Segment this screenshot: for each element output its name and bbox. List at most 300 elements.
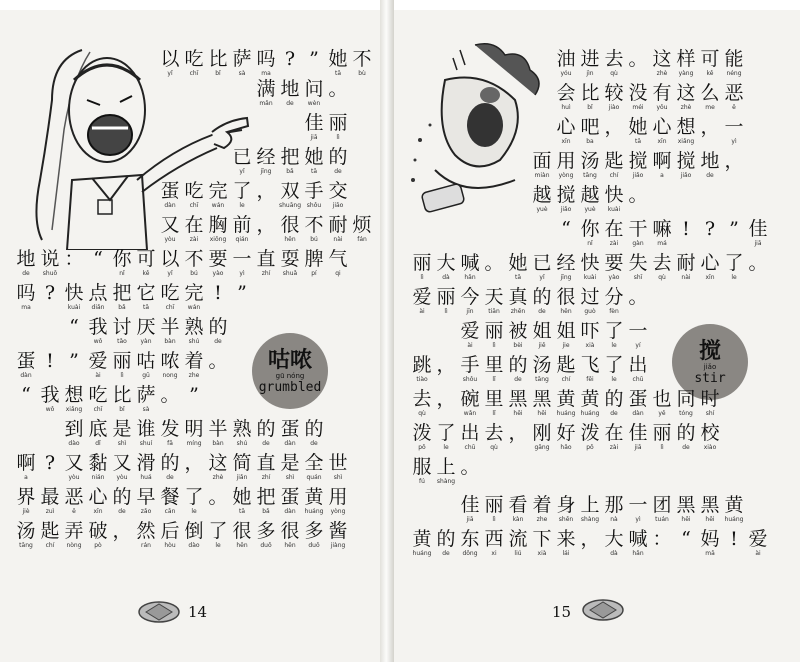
hanzi: 她: [328, 48, 348, 70]
pinyin: xiǎng: [65, 406, 83, 413]
pinyin: le: [443, 444, 449, 451]
hanzi: 想: [64, 384, 84, 406]
hanzi: 丽: [484, 494, 504, 516]
char-cell: [326, 248, 350, 278]
pinyin: dàn: [164, 202, 176, 209]
char-cell: [230, 214, 254, 244]
char-cell: [554, 252, 578, 282]
hanzi: 。: [208, 486, 228, 508]
hanzi: 喊: [460, 252, 480, 274]
char-cell: [626, 48, 650, 78]
hanzi: ，: [184, 452, 204, 474]
char-cell: [698, 150, 722, 180]
pinyin: shī: [633, 274, 643, 281]
char-cell: [326, 78, 350, 108]
hanzi: 满: [256, 78, 276, 100]
char-cell: [182, 248, 206, 278]
pinyin: hǎn: [464, 274, 476, 281]
pinyin: tā: [142, 304, 150, 311]
text-line: [530, 184, 650, 214]
pinyin: yàng: [678, 70, 694, 77]
char-cell: [14, 282, 38, 312]
char-cell: [302, 452, 326, 482]
pinyin: dà: [442, 274, 450, 281]
pinyin: de: [166, 474, 174, 481]
text-line: [410, 388, 722, 418]
pinyin: nài: [681, 274, 691, 281]
hanzi: 发: [160, 418, 180, 440]
char-cell: [650, 388, 674, 418]
hanzi: 进: [580, 48, 600, 70]
char-cell: [110, 452, 134, 482]
hanzi: 底: [88, 418, 108, 440]
pinyin: kuài: [583, 274, 597, 281]
pinyin: kuài: [67, 304, 81, 311]
hanzi: 餐: [160, 486, 180, 508]
pinyin: yòu: [68, 474, 80, 481]
hanzi: 在: [184, 214, 204, 236]
pinyin: bǎ: [118, 304, 126, 311]
hanzi: 心: [652, 116, 672, 138]
hanzi: 又: [64, 452, 84, 474]
page-number-right: 15: [552, 603, 572, 621]
char-cell: [110, 350, 134, 380]
hanzi: 佳: [748, 218, 768, 240]
char-cell: [110, 248, 134, 278]
hanzi: 越: [580, 184, 600, 206]
pinyin: guò: [584, 308, 596, 315]
pinyin: yuè: [584, 206, 596, 213]
hanzi: 。: [208, 350, 228, 372]
hanzi: ，: [604, 116, 624, 138]
hanzi: 这: [676, 82, 696, 104]
pinyin: xiào: [703, 444, 717, 451]
hanzi: 今: [460, 286, 480, 308]
char-cell: [506, 286, 530, 316]
pinyin: yǐ: [239, 168, 245, 175]
pinyin: lì: [444, 308, 448, 315]
pinyin: jiè: [22, 508, 30, 515]
char-cell: [602, 82, 626, 112]
hanzi: ”: [189, 384, 199, 406]
hanzi: 要: [604, 252, 624, 274]
char-cell: [206, 316, 230, 346]
hanzi: 黑: [700, 494, 720, 516]
hanzi: 姐: [556, 320, 576, 342]
char-cell: [458, 528, 482, 558]
char-cell: [554, 82, 578, 112]
hanzi: 样: [676, 48, 696, 70]
char-cell: [650, 82, 674, 112]
text-line: [14, 486, 350, 516]
char-cell: [554, 320, 578, 350]
pinyin: zhe: [188, 372, 200, 379]
char-cell: [230, 180, 254, 210]
pinyin: me: [705, 104, 715, 111]
hanzi: 丽: [484, 320, 504, 342]
char-cell: [158, 214, 182, 244]
hanzi: ?: [284, 48, 296, 70]
pinyin: jiǎo: [560, 206, 572, 213]
pinyin: chí: [609, 172, 619, 179]
hanzi: 心: [700, 252, 720, 274]
pinyin: pí: [311, 270, 317, 277]
char-cell: [206, 452, 230, 482]
char-cell: [650, 494, 674, 524]
char-cell: [626, 82, 650, 112]
hanzi: 讨: [112, 316, 132, 338]
hanzi: 咕: [136, 350, 156, 372]
pinyin: tā: [310, 168, 318, 175]
hanzi: 耍: [280, 248, 300, 270]
char-cell: [698, 82, 722, 112]
vocab-pinyin: jiǎo: [703, 362, 717, 371]
hanzi: 去: [604, 48, 624, 70]
hanzi: 说: [40, 248, 60, 270]
hanzi: 天: [484, 286, 504, 308]
hanzi: 。: [484, 252, 504, 274]
hanzi: 气: [328, 248, 348, 270]
hanzi: 后: [160, 520, 180, 542]
pinyin: lǐ: [492, 376, 496, 383]
hanzi: 泼: [412, 422, 432, 444]
hanzi: ，: [436, 354, 456, 376]
char-cell: [650, 116, 674, 146]
char-cell: [554, 354, 578, 384]
pinyin: méi: [632, 104, 644, 111]
char-cell: [134, 520, 158, 550]
hanzi: 有: [652, 82, 672, 104]
pinyin: jìn: [586, 70, 594, 77]
hanzi: 弄: [64, 520, 84, 542]
char-cell: [410, 252, 434, 282]
pinyin: tā: [634, 138, 642, 145]
pinyin: tiān: [488, 308, 500, 315]
pinyin: qù: [418, 410, 426, 417]
pinyin: huì: [561, 104, 571, 111]
pinyin: bàn: [212, 440, 224, 447]
hanzi: 妈: [700, 528, 720, 550]
pinyin: de: [310, 440, 318, 447]
hanzi: 熟: [184, 316, 204, 338]
char-cell: [626, 528, 650, 558]
pinyin: xīn: [93, 508, 103, 515]
hanzi: 不: [352, 48, 372, 70]
hanzi: 来: [556, 528, 576, 550]
char-cell: [458, 422, 482, 452]
hanzi: 东: [460, 528, 480, 550]
hanzi: 去: [484, 422, 504, 444]
hanzi: 不: [304, 214, 324, 236]
char-cell: [482, 354, 506, 384]
char-cell: [626, 218, 650, 248]
pinyin: hēi: [705, 516, 715, 523]
pinyin: jīng: [260, 168, 272, 175]
hanzi: ，: [724, 150, 744, 172]
hanzi: 然: [136, 520, 156, 542]
hanzi: ，: [580, 528, 600, 550]
hanzi: 又: [160, 214, 180, 236]
pinyin: pō: [418, 444, 426, 451]
char-cell: [626, 116, 650, 146]
char-cell: [458, 354, 482, 384]
pinyin: dàn: [284, 440, 296, 447]
vocab-english: grumbled: [258, 379, 322, 395]
text-line: [14, 248, 350, 278]
char-cell: [674, 252, 698, 282]
text-line: [410, 528, 770, 558]
hanzi: “: [561, 218, 571, 240]
char-cell: [302, 146, 326, 176]
char-cell: [602, 218, 626, 248]
char-cell: [482, 286, 506, 316]
char-cell: [110, 418, 134, 448]
hanzi: 吃: [160, 282, 180, 304]
hanzi: 明: [184, 418, 204, 440]
pinyin: xiǎng: [677, 138, 695, 145]
hanzi: 早: [136, 486, 156, 508]
hanzi: 耐: [328, 214, 348, 236]
char-cell: [626, 184, 650, 214]
pinyin: yòng: [330, 508, 346, 515]
char-cell: [206, 48, 230, 78]
hanzi: 了: [604, 354, 624, 376]
pinyin: shēn: [558, 516, 574, 523]
hanzi: 越: [532, 184, 552, 206]
hanzi: 黄: [724, 494, 744, 516]
hanzi: 。: [628, 286, 648, 308]
hanzi: 蛋: [280, 486, 300, 508]
pinyin: zhēn: [510, 308, 526, 315]
pinyin: dà: [610, 550, 618, 557]
pinyin: de: [214, 338, 222, 345]
char-cell: [410, 528, 434, 558]
char-cell: [530, 320, 554, 350]
char-cell: [38, 486, 62, 516]
text-line: [254, 78, 350, 108]
char-cell: [722, 528, 746, 558]
char-cell: [182, 418, 206, 448]
hanzi: 同: [676, 388, 696, 410]
char-cell: [302, 48, 326, 78]
char-cell: [206, 248, 230, 278]
char-cell: [626, 388, 650, 418]
hanzi: 已: [232, 146, 252, 168]
char-cell: [602, 252, 626, 282]
hanzi: 直: [256, 452, 276, 474]
pinyin: shàng: [436, 478, 456, 485]
pinyin: chí: [561, 376, 571, 383]
hanzi: 真: [508, 286, 528, 308]
hanzi: 下: [532, 528, 552, 550]
hanzi: 黏: [88, 452, 108, 474]
pinyin: zǎo: [140, 508, 152, 515]
hanzi: 能: [724, 48, 744, 70]
pinyin: qián: [235, 236, 249, 243]
pinyin: miàn: [534, 172, 550, 179]
hanzi: 没: [628, 82, 648, 104]
char-cell: [62, 486, 86, 516]
hanzi: 的: [160, 452, 180, 474]
char-cell: [554, 494, 578, 524]
hanzi: 世: [328, 452, 348, 474]
hanzi: 的: [508, 354, 528, 376]
pinyin: ài: [467, 342, 473, 349]
char-cell: [578, 116, 602, 146]
pinyin: shǒu: [462, 376, 478, 383]
hanzi: 手: [460, 354, 480, 376]
char-cell: [326, 520, 350, 550]
char-cell: [410, 422, 434, 452]
char-cell: [62, 418, 86, 448]
hanzi: 姐: [532, 320, 552, 342]
pinyin: gū: [142, 372, 150, 379]
hanzi: 交: [328, 180, 348, 202]
char-cell: [326, 146, 350, 176]
hanzi: 最: [40, 486, 60, 508]
pinyin: dào: [68, 440, 80, 447]
hanzi: 界: [16, 486, 36, 508]
char-cell: [722, 82, 746, 112]
char-cell: [698, 116, 722, 146]
char-cell: [434, 422, 458, 452]
char-cell: [86, 452, 110, 482]
pinyin: lì: [420, 274, 424, 281]
pinyin: huá: [140, 474, 152, 481]
pinyin: jiā: [310, 134, 318, 141]
char-cell: [530, 184, 554, 214]
char-cell: [230, 282, 254, 312]
text-line: [14, 384, 206, 414]
text-line: [62, 316, 230, 346]
char-cell: [602, 528, 626, 558]
char-cell: [626, 252, 650, 282]
char-cell: [506, 354, 530, 384]
pinyin: chí: [45, 542, 55, 549]
hanzi: ：: [64, 248, 84, 270]
pinyin: nong: [162, 372, 178, 379]
char-cell: [62, 316, 86, 346]
char-cell: [254, 520, 278, 550]
char-cell: [458, 252, 482, 282]
pinyin: xīn: [561, 138, 571, 145]
char-cell: [158, 486, 182, 516]
hanzi: 她: [304, 146, 324, 168]
pinyin: bǐ: [119, 406, 125, 413]
text-line: [302, 112, 350, 142]
hanzi: 倒: [184, 520, 204, 542]
hanzi: 耐: [676, 252, 696, 274]
pinyin: diǎn: [91, 304, 105, 311]
pinyin: jie: [562, 342, 570, 349]
pinyin: lǐ: [492, 410, 496, 417]
hanzi: 干: [628, 218, 648, 240]
pinyin: zhí: [261, 474, 271, 481]
pinyin: mā: [705, 550, 715, 557]
pinyin: shì: [117, 440, 127, 447]
char-cell: [230, 452, 254, 482]
hanzi: 哝: [160, 350, 180, 372]
hanzi: 快: [604, 184, 624, 206]
pinyin: lì: [660, 444, 664, 451]
char-cell: [62, 282, 86, 312]
text-line: [554, 82, 746, 112]
char-cell: [506, 494, 530, 524]
pinyin: ma: [21, 304, 31, 311]
hanzi: ，: [436, 388, 456, 410]
char-cell: [602, 150, 626, 180]
char-cell: [578, 320, 602, 350]
char-cell: [434, 388, 458, 418]
pinyin: tǎo: [117, 338, 127, 345]
hanzi: 了: [724, 252, 744, 274]
vocab-hanzi: 咕哝: [267, 346, 312, 373]
pinyin: de: [682, 444, 690, 451]
hanzi: 地: [16, 248, 36, 270]
char-cell: [602, 320, 626, 350]
hanzi: ?: [704, 218, 716, 240]
pinyin: lì: [492, 516, 496, 523]
char-cell: [554, 48, 578, 78]
char-cell: [626, 286, 650, 316]
pinyin: de: [514, 376, 522, 383]
hanzi: 吃: [184, 180, 204, 202]
hanzi: 匙: [40, 520, 60, 542]
pinyin: shì: [333, 474, 343, 481]
pinyin: duō: [308, 542, 320, 549]
char-cell: [482, 528, 506, 558]
pinyin: liú: [514, 550, 522, 557]
hanzi: 在: [604, 422, 624, 444]
char-cell: [206, 282, 230, 312]
char-cell: [746, 528, 770, 558]
char-cell: [698, 48, 722, 78]
hanzi: 全: [304, 452, 324, 474]
char-cell: [14, 248, 38, 278]
char-cell: [434, 252, 458, 282]
char-cell: [86, 282, 110, 312]
char-cell: [38, 520, 62, 550]
char-cell: [578, 528, 602, 558]
char-cell: [650, 422, 674, 452]
hanzi: !: [730, 528, 738, 550]
pinyin: qi: [335, 270, 341, 277]
char-cell: [602, 286, 626, 316]
pinyin: shí: [705, 410, 715, 417]
pinyin: yàn: [140, 338, 152, 345]
hanzi: ?: [44, 452, 56, 474]
pinyin: chī: [189, 70, 199, 77]
pinyin: jiā: [466, 516, 474, 523]
char-cell: [482, 422, 506, 452]
hanzi: 去: [412, 388, 432, 410]
char-cell: [626, 494, 650, 524]
char-cell: [182, 452, 206, 482]
char-cell: [650, 252, 674, 282]
pinyin: tā: [514, 274, 522, 281]
hanzi: 很: [232, 520, 252, 542]
hanzi: 在: [604, 218, 624, 240]
char-cell: [722, 494, 746, 524]
pinyin: chī: [165, 304, 175, 311]
hanzi: 你: [580, 218, 600, 240]
hanzi: 不: [184, 248, 204, 270]
pinyin: gàn: [632, 240, 644, 247]
char-cell: [302, 248, 326, 278]
hanzi: 啊: [652, 150, 672, 172]
char-cell: [554, 184, 578, 214]
char-cell: [302, 418, 326, 448]
